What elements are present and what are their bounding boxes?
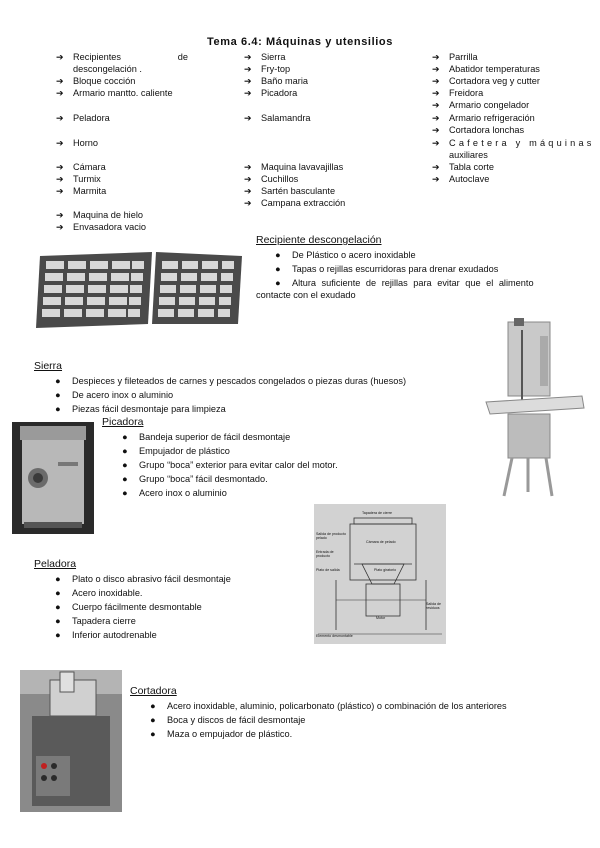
diagram-label: Entrada de producto [316,550,334,558]
arrow-icon: ➔ [56,186,64,196]
arrow-icon: ➔ [432,125,440,135]
list-item: ● Altura suficiente de rejillas para evitar que el alimento [275,278,534,288]
bullet-icon: ● [55,588,61,598]
meat-grinder-image [12,422,94,534]
list-item: ➔ Cámara [56,162,106,172]
bullet-icon: ● [150,729,156,739]
diagram-label: Salida de producto pelado [316,532,346,540]
arrow-icon: ➔ [432,100,440,110]
bullet-icon: ● [122,432,128,442]
band-saw-image [482,316,586,500]
list-item: ➔ Cortadora lonchas [432,125,525,135]
list-item: ➔ Recipientes de [56,52,188,62]
list-item: ● Tapas o rejillas escurridoras para drenar exudados [275,264,499,274]
bullet-icon: ● [55,390,61,400]
section-heading-sierra: Sierra [34,360,63,372]
list-item: ● Piezas fácil desmontaje para limpieza [55,404,226,414]
arrow-icon: ➔ [244,198,252,208]
cortadora-list [150,699,507,741]
bullet-icon: ● [275,264,281,274]
arrow-icon: ➔ [56,76,64,86]
sierra-list [55,374,407,416]
arrow-icon: ➔ [56,88,64,98]
list-item: ● Cuerpo fácilmente desmontable [55,602,202,612]
list-item: ➔ Sartén basculante [244,186,336,196]
thawing-racks-image [34,248,244,330]
list-item: ➔ Armario congelador [432,100,530,110]
bullet-icon: ● [122,460,128,470]
arrow-icon: ➔ [244,174,252,184]
diagram-label: Motor [376,616,386,620]
list-item: ● Grupo “boca” fácil desmontado. [122,474,268,484]
arrow-icon: ➔ [244,88,252,98]
arrow-icon: ➔ [56,210,64,220]
arrow-icon: ➔ [244,64,252,74]
list-item: ● Boca y discos de fácil desmontaje [150,715,306,725]
list-item: ● Despieces y fileteados de carnes y pescados congelados o piezas duras (huesos) [55,376,407,386]
list-item: ➔ Freidora [432,88,484,98]
bullet-icon: ● [55,630,61,640]
list-item: ➔ Maquina de hielo [56,210,143,220]
arrow-icon: ➔ [432,52,440,62]
arrow-icon: ➔ [56,174,64,184]
arrow-icon: ➔ [432,64,440,74]
bullet-icon: ● [150,715,156,725]
diagram-label: Elemento desmontable [316,634,353,638]
arrow-icon: ➔ [432,113,440,123]
section-heading-recipiente: Recipiente descongelación [256,234,382,246]
peladora-list [55,572,231,642]
arrow-icon: ➔ [432,138,440,148]
list-item: ● De acero inox o aluminio [55,390,174,400]
list-item: ➔ Peladora [56,113,110,123]
arrow-icon: ➔ [244,52,252,62]
bullet-icon: ● [122,474,128,484]
bullet-icon: ● [55,574,61,584]
picadora-list [122,430,338,500]
diagram-label: Tapadera de cierre [362,511,392,515]
diagram-label: Cámara de pelado [366,540,396,544]
list-item: ➔ Cafetera y máquinas [432,138,595,148]
bullet-icon: ● [55,616,61,626]
bullet-icon: ● [55,404,61,414]
list-item: ➔ Baño maria [244,76,308,86]
list-item: ● Inferior autodrenable [55,630,157,640]
list-item: ● Bandeja superior de fácil desmontaje [122,432,291,442]
bullet-icon: ● [55,602,61,612]
list-item: ● Tapadera cierre [55,616,136,626]
list-item: ➔ Armario refrigeración [432,113,535,123]
arrow-icon: ➔ [244,162,252,172]
list-item: ➔ Abatidor temperaturas [432,64,540,74]
list-item: ➔ Tabla corte [432,162,494,172]
bullet-icon: ● [122,488,128,498]
list-item: ● Plato o disco abrasivo fácil desmontaje [55,574,231,584]
arrow-icon: ➔ [56,162,64,172]
list-item: ● Grupo “boca” exterior para evitar calor del motor. [122,460,338,470]
list-item: ● Acero inox o aluminio [122,488,227,498]
list-item: ➔ Parrilla [432,52,478,62]
arrow-icon: ➔ [244,186,252,196]
arrow-icon: ➔ [56,138,64,148]
list-item: ➔ Bloque cocción [56,76,136,86]
arrow-icon: ➔ [56,113,64,123]
list-item: ➔ Maquina lavavajillas [244,162,344,172]
list-item: ➔ Armario mantto. caliente [56,88,173,98]
diagram-label: Salida de residuos [426,602,441,610]
list-item-continuation: descongelación . [73,64,142,74]
recipiente-list [275,248,562,290]
arrow-icon: ➔ [432,174,440,184]
list-item: ➔ Campana extracción [244,198,346,208]
diagram-label: Plato giratorio [374,568,397,572]
list-item: ➔ Envasadora vacio [56,222,147,232]
list-item: ➔ Salamandra [244,113,311,123]
arrow-icon: ➔ [244,113,252,123]
arrow-icon: ➔ [432,76,440,86]
arrow-icon: ➔ [432,162,440,172]
list-item-continuation: auxiliares [449,150,488,160]
peeler-diagram [314,504,446,644]
bullet-icon: ● [275,278,281,288]
bullet-icon: ● [122,446,128,456]
bullet-icon: ● [275,250,281,260]
list-item: ➔ Horno [56,138,99,148]
list-item: ● De Plástico o acero inoxidable [275,250,416,260]
recipiente-continuation: contacte con el exudado [256,290,356,300]
section-heading-peladora: Peladora [34,558,77,570]
list-item: ➔ Fry-top [244,64,291,74]
bullet-icon: ● [55,376,61,386]
arrow-icon: ➔ [56,52,64,62]
page-title: Tema 6.4: Máquinas y utensilios [207,36,393,48]
list-item: ➔ Sierra [244,52,286,62]
food-processor-image [20,670,122,812]
list-item: ➔ Autoclave [432,174,490,184]
section-heading-cortadora: Cortadora [130,685,177,697]
list-item: ● Acero inoxidable. [55,588,143,598]
list-item: ● Empujador de plástico [122,446,230,456]
list-item: ➔ Cortadora veg y cutter [432,76,540,86]
list-item: ➔ Marmita [56,186,107,196]
list-item: ● Maza o empujador de plástico. [150,729,293,739]
arrow-icon: ➔ [56,222,64,232]
arrow-icon: ➔ [244,76,252,86]
list-item: ● Acero inoxidable, aluminio, policarbonato (plástico) o combinación de los anteriores [150,701,507,711]
list-item: ➔ Picadora [244,88,298,98]
bullet-icon: ● [150,701,156,711]
arrow-icon: ➔ [432,88,440,98]
list-item: ➔ Cuchillos [244,174,299,184]
section-heading-picadora: Picadora [102,416,144,428]
list-item: ➔ Turmix [56,174,101,184]
diagram-label: Plato de salida [316,568,340,572]
